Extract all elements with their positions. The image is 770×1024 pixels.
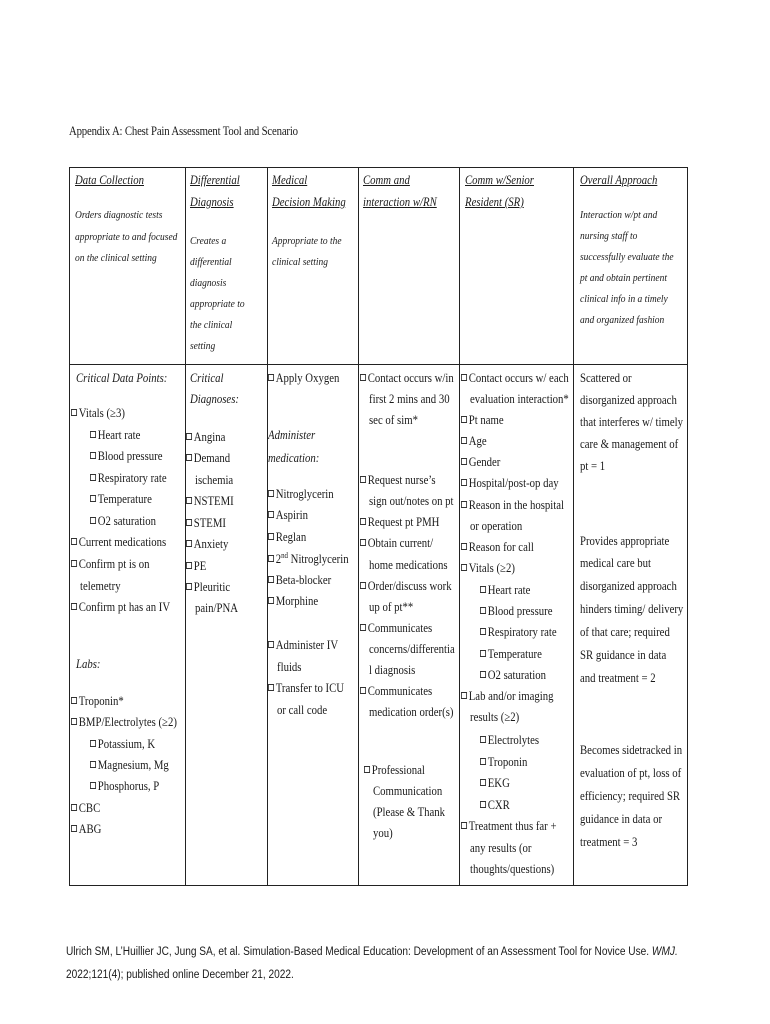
section-label: Labs: (76, 657, 101, 671)
checkbox-icon[interactable] (71, 603, 77, 610)
checklist-item: Reason in the hospital (461, 499, 564, 512)
checklist-item: Apply Oxygen (268, 372, 339, 385)
header-title: Medical (272, 173, 308, 187)
checklist-item: Demand (186, 452, 230, 465)
checkbox-icon[interactable] (480, 586, 486, 593)
checklist-item: Angina (186, 431, 225, 444)
checkbox-icon[interactable] (71, 697, 77, 704)
checkbox-icon[interactable] (90, 761, 96, 768)
checkbox-icon[interactable] (268, 555, 274, 562)
checkbox-icon[interactable] (90, 782, 96, 789)
checklist-item: CXR (480, 799, 510, 812)
checklist-item: Respiratory rate (480, 626, 557, 639)
checkbox-icon[interactable] (461, 543, 467, 550)
checklist-item: PE (186, 560, 206, 573)
checkbox-icon[interactable] (480, 628, 486, 635)
checklist-item: Respiratory rate (90, 472, 167, 485)
checklist-item: Electrolytes (480, 734, 539, 747)
checklist-item: BMP/Electrolytes (≥2) (71, 716, 177, 729)
checkbox-icon[interactable] (90, 740, 96, 747)
checklist-item-cont: up of pt** (369, 600, 414, 614)
header-desc: appropriate to (190, 298, 245, 310)
checklist-item-cont: you) (373, 826, 393, 840)
section-label: Diagnoses: (190, 392, 239, 406)
checkbox-icon[interactable] (71, 560, 77, 567)
header-desc: Interaction w/pt and (580, 209, 658, 221)
header-desc: successfully evaluate the (580, 251, 674, 263)
checkbox-icon[interactable] (186, 519, 192, 526)
checklist-item: Order/discuss work (360, 580, 452, 593)
score-text: disorganized approach (580, 393, 677, 407)
header-desc: Orders diagnostic tests (75, 209, 163, 221)
header-title: Resident (SR) (465, 195, 524, 209)
checkbox-icon[interactable] (90, 474, 96, 481)
checklist-item: Morphine (268, 595, 318, 608)
score-text: that interferes w/ timely (580, 415, 683, 429)
checklist-item-cont: pain/PNA (195, 601, 238, 615)
checklist-item: Pt name (461, 414, 504, 427)
checklist-item-cont: telemetry (80, 579, 121, 593)
checklist-item: Lab and/or imaging (461, 690, 554, 703)
checklist-item: Heart rate (90, 429, 140, 442)
checklist-item: Beta-blocker (268, 574, 331, 587)
citation-line-2: 2022;121(4); published online December 21, 2022. (66, 969, 294, 981)
checkbox-icon[interactable] (71, 538, 77, 545)
header-desc: diagnosis (190, 277, 227, 289)
checkbox-icon[interactable] (186, 433, 192, 440)
checkbox-icon[interactable] (90, 431, 96, 438)
score-text: evaluation of pt, loss of (580, 766, 682, 780)
checkbox-icon[interactable] (186, 454, 192, 461)
checkbox-icon[interactable] (461, 416, 467, 423)
score-text: Provides appropriate (580, 534, 670, 548)
checklist-item: Request pt PMH (360, 516, 439, 529)
checklist-item-cont: sec of sim* (369, 413, 418, 427)
citation-line-1 (66, 946, 678, 958)
checkbox-icon[interactable] (461, 564, 467, 571)
score-text: efficiency; required SR (580, 789, 681, 803)
checklist-item: ABG (71, 823, 101, 836)
checklist-item: O2 saturation (90, 515, 156, 528)
checkbox-icon[interactable] (360, 539, 366, 546)
header-desc: Appropriate to the (272, 235, 342, 247)
checklist-item: CBC (71, 802, 100, 815)
checklist-item: Blood pressure (480, 605, 553, 618)
checklist-item: 2nd Nitroglycerin (268, 552, 349, 566)
checkbox-icon[interactable] (364, 766, 370, 773)
checkbox-icon[interactable] (268, 597, 274, 604)
header-desc: pt and obtain pertinent (580, 272, 667, 284)
checkbox-icon[interactable] (90, 517, 96, 524)
checklist-item: Communicates (360, 622, 432, 635)
checkbox-icon[interactable] (268, 576, 274, 583)
checklist-item: Obtain current/ (360, 537, 433, 550)
checklist-item-cont: Communication (373, 784, 443, 798)
checklist-item: Age (461, 435, 487, 448)
checklist-item-cont: first 2 mins and 30 (369, 392, 450, 406)
checklist-item-cont: concerns/differentia (369, 642, 455, 656)
checkbox-icon[interactable] (480, 736, 486, 743)
checkbox-icon[interactable] (461, 437, 467, 444)
checkbox-icon[interactable] (461, 822, 467, 829)
checklist-item: Troponin* (71, 695, 124, 708)
header-title: Comm and (363, 173, 410, 187)
checkbox-icon[interactable] (90, 452, 96, 459)
checklist-item: Transfer to ICU (268, 682, 344, 695)
score-text: Scattered or (580, 371, 632, 385)
checkbox-icon[interactable] (71, 804, 77, 811)
header-desc: and organized fashion (580, 314, 665, 326)
checklist-item: Request nurse’s (360, 474, 436, 487)
checklist-item: Aspirin (268, 509, 308, 522)
checklist-item: EKG (480, 777, 510, 790)
checkbox-icon[interactable] (186, 497, 192, 504)
checklist-item: Vitals (≥2) (461, 562, 515, 575)
checklist-item: NSTEMI (186, 495, 234, 508)
header-title: Decision Making (272, 195, 346, 209)
score-text: of that care; required (580, 625, 670, 639)
checkbox-icon[interactable] (268, 490, 274, 497)
checklist-item: Temperature (90, 493, 152, 506)
checkbox-icon[interactable] (268, 641, 274, 648)
checklist-item-cont: sign out/notes on pt (369, 494, 454, 508)
checkbox-icon[interactable] (480, 671, 486, 678)
checkbox-icon[interactable] (186, 540, 192, 547)
checklist-item: Contact occurs w/in (360, 372, 454, 385)
section-label: medication: (268, 451, 320, 465)
checkbox-icon[interactable] (268, 684, 274, 691)
checklist-item-cont: medication order(s) (369, 705, 454, 719)
checkbox-icon[interactable] (268, 511, 274, 518)
checklist-item: Administer IV (268, 639, 338, 652)
checkbox-icon[interactable] (480, 758, 486, 765)
checklist-item: Anxiety (186, 538, 228, 551)
header-desc: clinical info in a timely (580, 293, 668, 305)
checkbox-icon[interactable] (186, 583, 192, 590)
checklist-item: Magnesium, Mg (90, 759, 169, 772)
checklist-item: STEMI (186, 517, 226, 530)
checkbox-icon[interactable] (360, 582, 366, 589)
page-title: Appendix A: Chest Pain Assessment Tool and Scenario (69, 124, 298, 138)
score-text: Becomes sidetracked in (580, 743, 683, 757)
checklist-item-cont: any results (or (470, 841, 532, 855)
checklist-item: Reglan (268, 531, 306, 544)
checkbox-icon[interactable] (360, 374, 366, 381)
header-title: Data Collection (75, 173, 144, 187)
header-desc: the clinical (190, 319, 233, 331)
checklist-item: Hospital/post-op day (461, 477, 559, 490)
citation-text: Ulrich SM, L’Huillier JC, Jung SA, et al. Simulation-Based Medical Education: Development of an Assessment Tool for Novice Use. (66, 946, 650, 958)
checkbox-icon[interactable] (71, 718, 77, 725)
checklist-item: Blood pressure (90, 450, 163, 463)
checklist-item: Communicates (360, 685, 432, 698)
checkbox-icon[interactable] (480, 607, 486, 614)
header-title: interaction w/RN (363, 195, 437, 209)
checkbox-icon[interactable] (480, 650, 486, 657)
checkbox-icon[interactable] (71, 409, 77, 416)
checkbox-icon[interactable] (71, 825, 77, 832)
header-desc: setting (190, 340, 216, 352)
score-text: SR guidance in data (580, 648, 667, 662)
checkbox-icon[interactable] (461, 458, 467, 465)
checklist-item-cont: ischemia (195, 473, 234, 487)
checklist-item-cont: (Please & Thank (373, 805, 446, 819)
header-title: Diagnosis (190, 195, 234, 209)
checklist-item: Treatment thus far + (461, 820, 557, 833)
checkbox-icon[interactable] (480, 801, 486, 808)
checklist-item: Professional (364, 764, 425, 777)
checklist-item-cont: l diagnosis (369, 663, 416, 677)
checkbox-icon[interactable] (461, 501, 467, 508)
checklist-item: Nitroglycerin (268, 488, 334, 501)
header-desc: nursing staff to (580, 230, 638, 242)
checklist-item-cont: or call code (277, 703, 328, 717)
header-desc: clinical setting (272, 256, 328, 268)
checklist-item: Current medications (71, 536, 166, 549)
checklist-item: Confirm pt is on (71, 558, 150, 571)
checklist-item: O2 saturation (480, 669, 546, 682)
checklist-item-cont: evaluation interaction* (470, 392, 569, 406)
checkbox-icon[interactable] (461, 374, 467, 381)
checklist-item: Temperature (480, 648, 542, 661)
checkbox-icon[interactable] (268, 374, 274, 381)
checkbox-icon[interactable] (360, 687, 366, 694)
checkbox-icon[interactable] (360, 518, 366, 525)
section-label: Administer (268, 428, 316, 442)
header-title: Overall Approach (580, 173, 658, 187)
checklist-item: Reason for call (461, 541, 534, 554)
checklist-item: Pleuritic (186, 581, 230, 594)
checklist-item: Troponin (480, 756, 527, 769)
header-desc: on the clinical setting (75, 252, 157, 264)
score-text: guidance in data or (580, 812, 663, 826)
checkbox-icon[interactable] (90, 495, 96, 502)
header-title: Comm w/Senior (465, 173, 534, 187)
checklist-item: Heart rate (480, 584, 530, 597)
assessment-table (69, 167, 688, 886)
checkbox-icon[interactable] (461, 692, 467, 699)
score-text: medical care but (580, 556, 652, 570)
score-text: pt = 1 (580, 459, 606, 473)
checkbox-icon[interactable] (360, 476, 366, 483)
checklist-item: Contact occurs w/ each (461, 372, 569, 385)
checklist-item: Phosphorus, P (90, 780, 159, 793)
checklist-item-cont: or operation (470, 519, 523, 533)
header-desc: differential (190, 256, 232, 268)
score-text: hinders timing/ delivery (580, 602, 684, 616)
score-text: treatment = 3 (580, 835, 638, 849)
checklist-item-cont: thoughts/questions) (470, 862, 555, 876)
score-text: and treatment = 2 (580, 671, 656, 685)
section-label: Critical (190, 371, 224, 385)
checklist-item: Potassium, K (90, 738, 155, 751)
checklist-item: Gender (461, 456, 500, 469)
checklist-item: Confirm pt has an IV (71, 601, 170, 614)
section-label: Critical Data Points: (76, 371, 168, 385)
checkbox-icon[interactable] (268, 533, 274, 540)
checklist-item-cont: home medications (369, 558, 448, 572)
score-text: disorganized approach (580, 579, 677, 593)
header-desc: appropriate to and focused (75, 231, 178, 243)
header-desc: Creates a (190, 235, 227, 247)
checkbox-icon[interactable] (480, 779, 486, 786)
header-title: Differential (190, 173, 240, 187)
checkbox-icon[interactable] (461, 479, 467, 486)
checklist-item-cont: fluids (277, 660, 302, 674)
checkbox-icon[interactable] (360, 624, 366, 631)
score-text: care & management of (580, 437, 679, 451)
checkbox-icon[interactable] (186, 562, 192, 569)
citation-journal: WMJ. (651, 946, 678, 958)
checklist-item-cont: results (≥2) (470, 710, 520, 724)
checklist-item: Vitals (≥3) (71, 407, 125, 420)
